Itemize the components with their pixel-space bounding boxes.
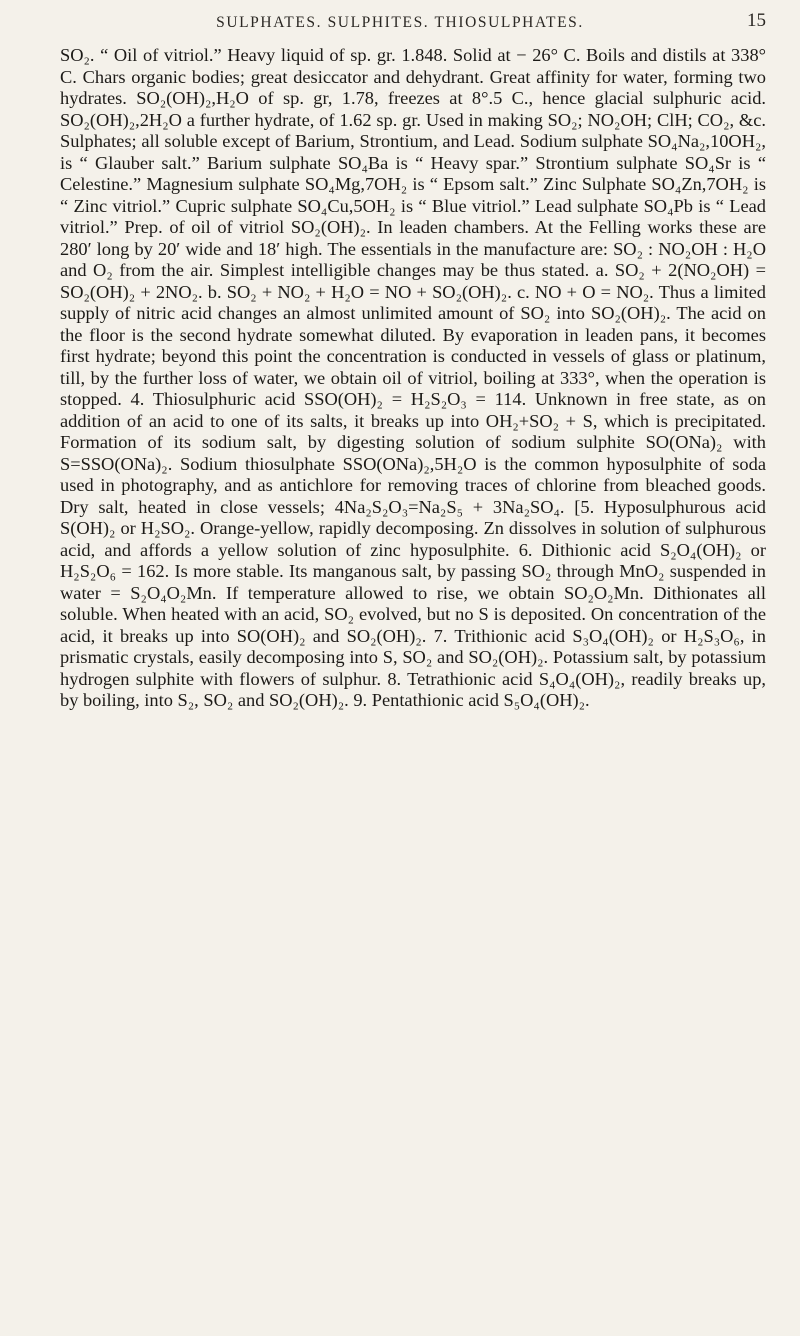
page-number: 15 (747, 10, 766, 31)
running-head (0, 6, 800, 36)
body-text (60, 45, 766, 1330)
running-title: SULPHATES. SULPHITES. THIOSULPHATES. (216, 14, 584, 31)
paragraph: SO₂. “ Oil of vitriol.” Heavy liquid of sp. gr. 1.848. Solid at − 26° C. Boils and distils at 338° C. Chars organic bodies; great desiccator and dehydrant. Great affinity for water, forming two hydrates. SO₂(OH)₂,H₂O of sp. gr, 1.78, freezes at 8°.5 C., hence glacial sulphuric acid. SO₂(OH)₂,2H₂O a further hydrate, of 1.62 sp. gr. Used in making SO₂; NO₂OH; ClH; CO₂, &c. Sulphates; all soluble except of Barium, Strontium, and Lead. Sodium sulphate SO₄Na₂,10OH₂, is “ Glauber salt.” Barium sulphate SO₄Ba is “ Heavy spar.” Strontium sulphate SO₄Sr is “ Celestine.” Magnesium sulphate SO₄Mg,7OH₂ is “ Epsom salt.” Zinc Sulphate SO₄Zn,7OH₂ is “ Zinc vitriol.” Cupric sulphate SO₄Cu,5OH₂ is “ Blue vitriol.” Lead sulphate SO₄Pb is “ Lead vitriol.” Prep. of oil of vitriol SO₂(OH)₂. In leaden chambers. At the Felling works these are 280′ long by 20′ wide and 18′ high. The essentials in the manufacture are: SO₂ : NO₂OH : H₂O and O₂ from the air. Simplest intelligible changes may be thus stated. a. SO₂ + 2(NO₂OH) = SO₂(OH)₂ + 2NO₂. b. SO₂ + NO₂ + H₂O = NO + SO₂(OH)₂. c. NO + O = NO₂. Thus a limited supply of nitric acid changes an almost unlimited amount of SO₂ into SO₂(OH)₂. The acid on the floor is the second hydrate somewhat diluted. By evaporation in leaden pans, it becomes first hydrate; beyond this point the concentration is conducted in vessels of glass or platinum, till, by the further loss of water, we obtain oil of vitriol, boiling at 333°, when the operation is stopped. 4. Thiosulphuric acid SSO(OH)₂ = H₂S₂O₃ = 114. Unknown in free state, as on addition of an acid to one of its salts, it breaks up into OH₂+SO₂ + S, which is precipitated. Formation of its sodium salt, by digesting solution of sodium sulphite SO(ONa)₂ with S=SSO(ONa)₂. Sodium thiosulphate SSO(ONa)₂,5H₂O is the common hyposulphite of soda used in photography, and as antichlore for removing traces of chlorine from bleached goods. Dry salt, heated in close vessels; 4Na₂S₂O₃=Na₂S₅ + 3Na₂SO₄. [5. Hyposulphurous acid S(OH)₂ or H₂SO₂. Orange-yellow, rapidly decomposing. Zn dissolves in solution of sulphurous acid, and affords a yellow solution of zinc hyposulphite. 6. Dithionic acid S₂O₄(OH)₂ or H₂S₂O₆ = 162. Is more stable. Its manganous salt, by passing SO₂ through MnO₂ suspended in water = S₂O₄O₂Mn. If temperature allowed to rise, we obtain SO₂O₂Mn. Dithionates all soluble. When heated with an acid, SO₂ evolved, but no S is deposited. On concentration of the acid, it breaks up into SO(OH)₂ and SO₂(OH)₂. 7. Trithionic acid S₃O₄(OH)₂ or H₂S₃O₆, in prismatic crystals, easily decomposing into S, SO₂ and SO₂(OH)₂. Potassium salt, by potassium hydrogen sulphite with flowers of sulphur. 8. Tetrathionic acid S₄O₄(OH)₂, readily breaks up, by boiling, into S₂, SO₂ and SO₂(OH)₂. 9. Pentathionic acid S₅O₄(OH)₂. (60, 45, 766, 710)
